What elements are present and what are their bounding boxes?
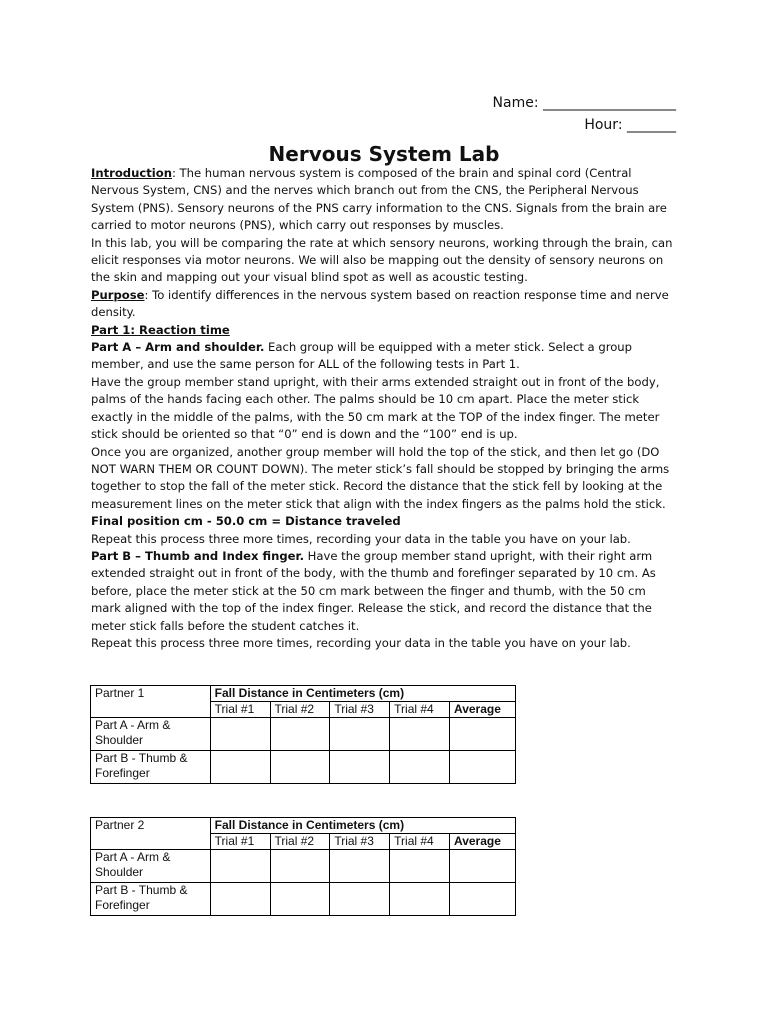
intro-label: Introduction xyxy=(91,166,172,180)
partB-text: Have the group member stand upright, with their right arm extended straight out in front of the body, with the thumb and forefinger separated by 10 cm. As before, place the meter stick at the 50 cm mark between the finger and thumb, with the 50 cm mark aligned with the top of the index finger. Release the stick, and record the distance that the meter stick falls before the student catches it. xyxy=(91,548,656,633)
page-title: Nervous System Lab xyxy=(268,142,500,166)
purpose-text: : To identify differences in the nervous system based on reaction response time and nerve density. xyxy=(91,287,669,320)
table-row xyxy=(91,883,516,916)
distance-formula: Final position cm - 50.0 cm = Distance traveled xyxy=(91,514,401,529)
intro-text: : The human nervous system is composed of the brain and spinal cord (Central Nervous System, CNS) and the nerves which branch out from the CNS, the Peripheral Nervous System (PNS). Sensory neurons of the PNS carry information to the CNS. Signals from the brain are carried to motor neurons (PNS), which carry out responses by muscles. xyxy=(91,166,667,233)
name-field-label: Name: ___________________ xyxy=(492,95,676,111)
partA-paragraph xyxy=(91,339,678,374)
column-header: Average xyxy=(449,834,515,850)
purpose-paragraph xyxy=(91,287,678,322)
data-cell[interactable] xyxy=(449,883,515,916)
data-cell[interactable] xyxy=(330,718,390,751)
lab-body xyxy=(91,165,678,652)
column-header: Trial #2 xyxy=(270,834,330,850)
column-header: Trial #4 xyxy=(390,834,450,850)
purpose-label: Purpose xyxy=(91,287,145,302)
partB-paragraph xyxy=(91,548,678,635)
partA-label: Part A – Arm and shoulder. xyxy=(91,340,265,355)
data-cell[interactable] xyxy=(390,718,450,751)
data-cell[interactable] xyxy=(330,850,390,883)
part1-heading: Part 1: Reaction time xyxy=(91,322,230,337)
intro-paragraph-2: In this lab, you will be comparing the rate at which sensory neurons, working through the brain, can elicit responses via motor neurons. We will also be mapping out the density of sensory neurons on the skin and mapping out your visual blind spot as well as acoustic testing. xyxy=(91,235,673,285)
partA-paragraph-2: Have the group member stand upright, with their arms extended straight out in front of the body, palms of the hands facing each other. The palms should be 10 cm apart. Place the meter stick exactly in the middle of the palms, with the 50 cm mark at the TOP of the index finger. The meter stick should be oriented so that “0” end is down and the “100” end is up. xyxy=(91,374,660,442)
hour-field-label: Hour: _______ xyxy=(584,117,676,133)
data-cell[interactable] xyxy=(390,850,450,883)
data-cell[interactable] xyxy=(390,883,450,916)
data-cell[interactable] xyxy=(210,883,270,916)
partner-label: Partner 2 xyxy=(91,818,211,850)
column-header: Trial #1 xyxy=(210,702,270,718)
partner2-table xyxy=(90,817,516,916)
row-label: Part B - Thumb & Forefinger xyxy=(91,751,211,784)
column-header: Trial #3 xyxy=(330,834,390,850)
row-label: Part A - Arm & Shoulder xyxy=(91,850,211,883)
table-row xyxy=(91,751,516,784)
partner-label: Partner 1 xyxy=(91,686,211,718)
row-label: Part A - Arm & Shoulder xyxy=(91,718,211,751)
data-cell[interactable] xyxy=(330,751,390,784)
table-row xyxy=(91,718,516,751)
column-header: Trial #4 xyxy=(390,702,450,718)
column-header: Average xyxy=(449,702,515,718)
data-cell[interactable] xyxy=(449,850,515,883)
data-cell[interactable] xyxy=(330,883,390,916)
partA-paragraph-3: Once you are organized, another group member will hold the top of the stick, and then let go (DO NOT WARN THEM OR COUNT DOWN). The meter stick’s fall should be stopped by bringing the arms together to stop the fall of the meter stick. Record the distance that the stick fell by looking at the measurement lines on the meter stick that align with the index fingers as the palms hold the stick. xyxy=(91,444,670,511)
partB-repeat: Repeat this process three more times, recording your data in the table you have on your lab. xyxy=(91,635,631,650)
data-cell[interactable] xyxy=(270,850,330,883)
data-cell[interactable] xyxy=(449,751,515,784)
partB-label: Part B – Thumb and Index finger. xyxy=(91,548,304,563)
partA-text: Each group will be equipped with a meter stick. Select a group member, and use the same person for ALL of the following tests in Part 1. xyxy=(91,340,633,372)
intro-paragraph xyxy=(91,165,678,235)
data-cell[interactable] xyxy=(390,751,450,784)
table-caption: Fall Distance in Centimeters (cm) xyxy=(210,686,515,702)
data-cell[interactable] xyxy=(210,718,270,751)
data-cell[interactable] xyxy=(270,883,330,916)
data-cell[interactable] xyxy=(210,751,270,784)
data-cell[interactable] xyxy=(210,850,270,883)
table-row xyxy=(91,850,516,883)
partner1-table xyxy=(90,685,516,784)
column-header: Trial #2 xyxy=(270,702,330,718)
partA-repeat: Repeat this process three more times, recording your data in the table you have on your lab. xyxy=(91,531,631,546)
row-label: Part B - Thumb & Forefinger xyxy=(91,883,211,916)
column-header: Trial #3 xyxy=(330,702,390,718)
column-header: Trial #1 xyxy=(210,834,270,850)
table-caption: Fall Distance in Centimeters (cm) xyxy=(210,818,515,834)
data-cell[interactable] xyxy=(270,751,330,784)
data-cell[interactable] xyxy=(449,718,515,751)
data-cell[interactable] xyxy=(270,718,330,751)
